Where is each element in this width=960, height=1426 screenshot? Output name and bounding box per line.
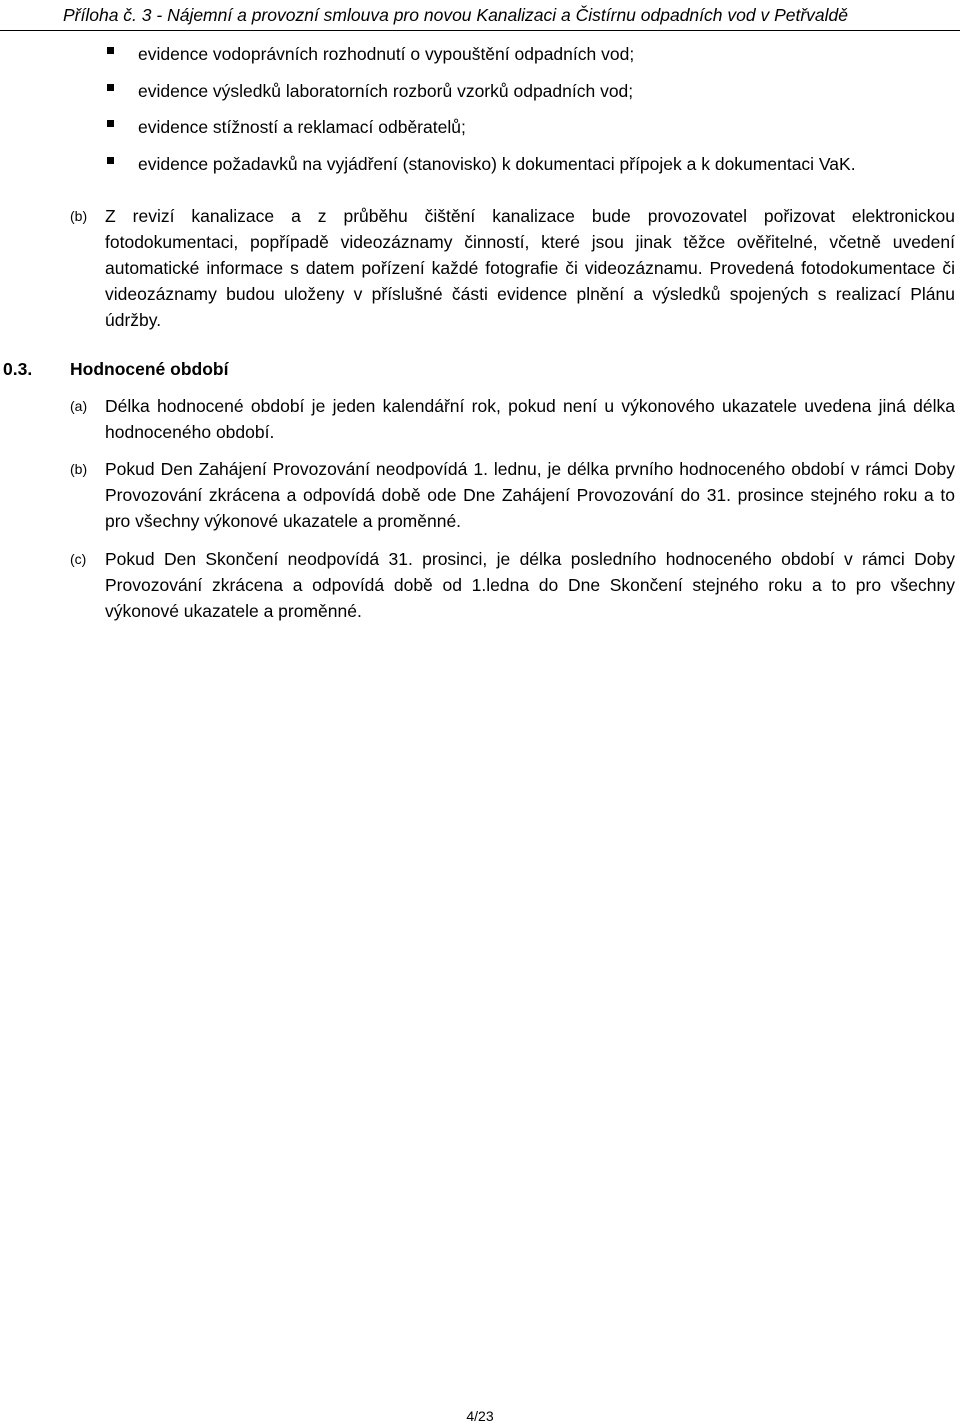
document-title: Příloha č. 3 - Nájemní a provozní smlouva pro novou Kanalizaci a Čistírnu odpadních vod v Petřvaldě (63, 5, 848, 25)
evidence-list (100, 41, 960, 187)
paragraph-marker: (c) (70, 551, 87, 567)
paragraph-text: Pokud Den Skončení neodpovídá 31. prosinci, je délka posledního hodnoceného období v rámci Doby Provozování zkrácena a odpovídá době od 1.ledna do Dne Skončení stejného roku a to pro všechny výkonové ukazatele a proměnné. (105, 549, 955, 621)
list-item-text: evidence stížností a reklamací odběratelů; (138, 117, 466, 137)
list-item (100, 114, 960, 140)
section-heading (3, 356, 228, 382)
paragraph-text: Z revizí kanalizace a z průběhu čištění kanalizace bude provozovatel pořizovat elektronickou fotodokumentaci, popřípadě videozáznamy činností, které jsou jinak těžce ověřitelné, včetně uvedení automatické informace s datem pořízení každé fotografie či videozáznamu. Provedená fotodokumentace či videozáznamy budou uloženy v příslušné části evidence plnění a výsledků spojených s realizací Plánu údržby. (105, 206, 955, 330)
list-item-text: evidence požadavků na vyjádření (stanovisko) k dokumentaci přípojek a k dokumentaci VaK. (138, 153, 856, 174)
list-item (100, 41, 960, 67)
paragraph-text: Pokud Den Zahájení Provozování neodpovídá 1. lednu, je délka prvního hodnoceného období v rámci Doby Provozování zkrácena a odpovídá době ode Dne Zahájení Provozování do 31. prosince stejného roku a to pro všechny výkonové ukazatele a proměnné. (105, 459, 955, 531)
section-number: 0.3. (3, 359, 33, 379)
paragraph-c-skonceni (70, 546, 955, 624)
paragraph-marker: (b) (70, 461, 88, 477)
list-item (100, 78, 960, 104)
paragraph-b-zahajeni (70, 456, 955, 534)
square-bullet-icon (107, 47, 114, 54)
section-title: Hodnocené období (70, 359, 229, 379)
paragraph-a-delka (70, 393, 955, 445)
list-item-text: evidence výsledků laboratorních rozborů vzorků odpadních vod; (138, 80, 634, 101)
paragraph-marker: (a) (70, 398, 88, 414)
paragraph-text: Délka hodnocené období je jeden kalendářní rok, pokud není u výkonového ukazatele uvedena jiná délka hodnoceného období. (105, 396, 955, 442)
list-item (100, 151, 960, 177)
list-item-text: evidence vodoprávních rozhodnutí o vypouštění odpadních vod; (138, 44, 635, 64)
page-number: 4/23 (466, 1408, 494, 1424)
square-bullet-icon (107, 157, 114, 164)
paragraph-marker: (b) (70, 208, 88, 224)
square-bullet-icon (107, 120, 114, 127)
page-header (0, 4, 960, 31)
square-bullet-icon (107, 84, 114, 91)
paragraph-b-fotodokumentace (70, 203, 955, 333)
